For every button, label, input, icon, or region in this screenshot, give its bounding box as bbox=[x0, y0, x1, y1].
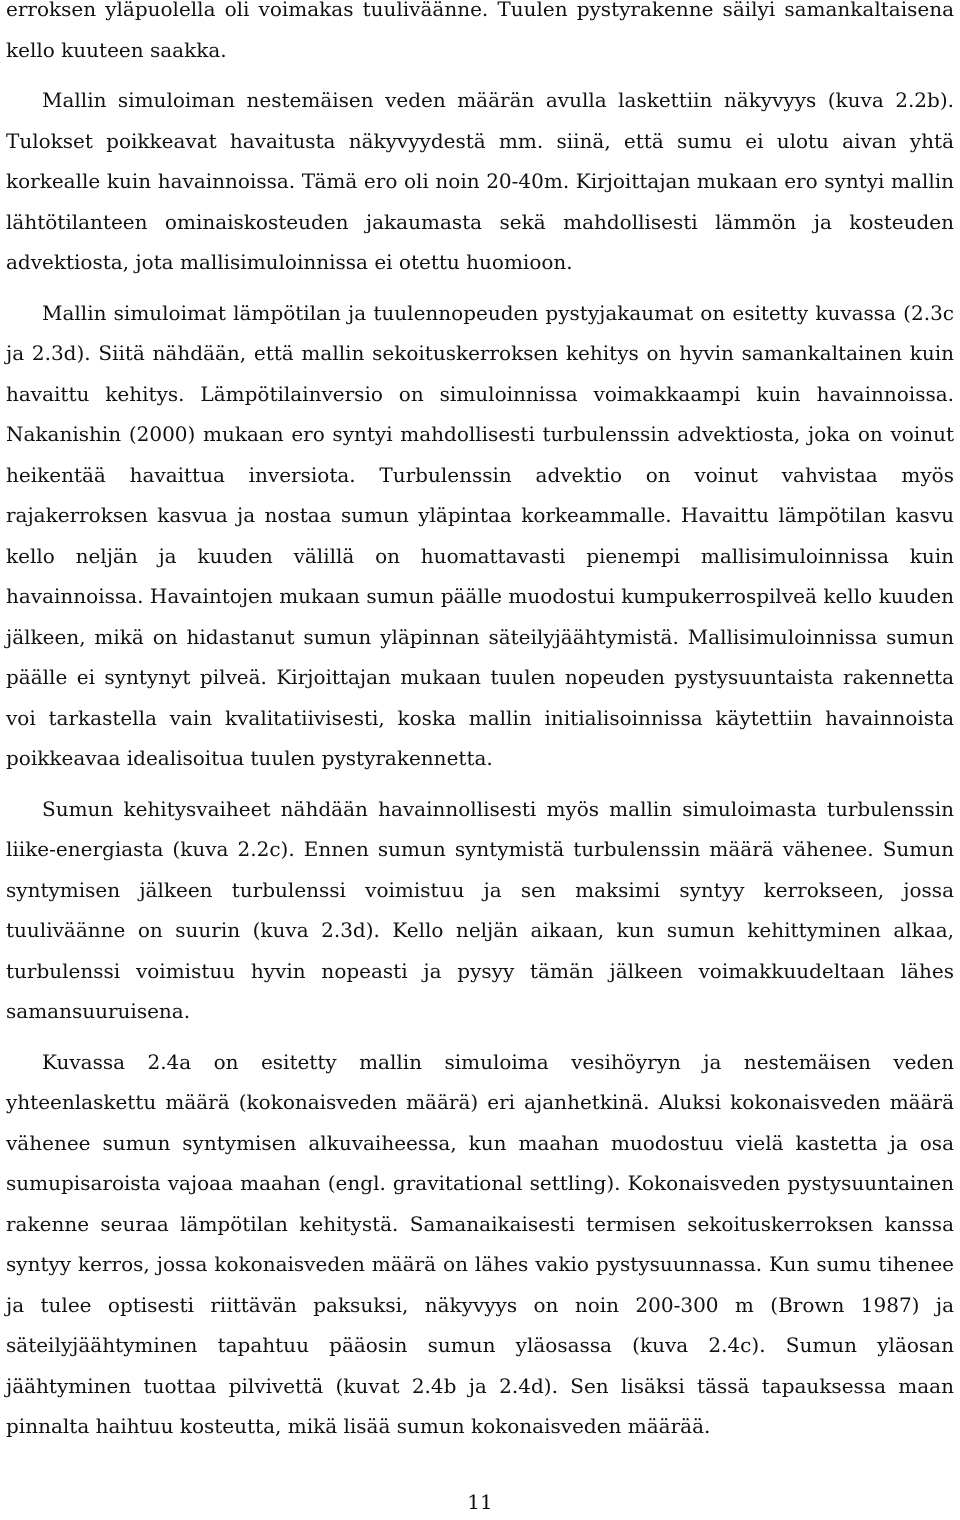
paragraph-temperature-wind: Mallin simuloimat lämpötilan ja tuulennopeuden pystyjakaumat on esitetty kuvassa (2.3c ja 2.3d). Siitä nähdään, että mallin sekoituskerroksen kehitys on hyvin samankaltainen kuin havaittu kehitys. Lämpötilainversio on simuloinnissa voimakkaampi kuin havainnoissa. Nakanishin (2000) mukaan ero syntyi mahdollisesti turbulenssin advektiosta, joka on voinut heikentää havaittua inversiota. Turbulenssin advektio on voinut vahvistaa myös rajakerroksen kasvua ja nostaa sumun yläpintaa korkeammalle. Havaittu lämpötilan kasvu kello neljän ja kuuden välillä on huomattavasti pienempi mallisimuloinnissa kuin havainnoissa. Havaintojen mukaan sumun päälle muodostui kumpukerrospilveä kello kuuden jälkeen, mikä on hidastanut sumun yläpinnan säteilyjäähtymistä. Mallisimuloinnissa sumun päälle ei syntynyt pilveä. Kirjoittajan mukaan tuulen nopeuden pystysuuntaista rakennetta voi tarkastella vain kvalitatiivisesti, koska mallin initialisoinnissa käytettiin havainnoista poikkeavaa idealisoitua tuulen pystyrakennetta. bbox=[6, 300, 954, 770]
paragraph-total-water: Kuvassa 2.4a on esitetty mallin simuloima vesihöyryn ja nestemäisen veden yhteenlaskettu määrä (kokonaisveden määrä) eri ajanhetkinä. Aluksi kokonaisveden määrä vähenee sumun syntymisen alkuvaiheessa, kun maahan muodostuu vielä kastetta ja osa sumupisaroista vajoaa maahan (engl. gravitational settling). Kokonaisveden pystysuuntainen rakenne seuraa lämpötilan kehitystä. Samanaikaisesti termisen sekoituskerroksen kanssa syntyy kerros, jossa kokonaisveden määrä on lähes vakio pystysuunnassa. Kun sumu tihenee ja tulee optisesti riittävän paksuksi, näkyvyys on noin 200-300 m (Brown 1987) ja säteilyjäähtyminen tapahtuu pääosin sumun yläosassa (kuva 2.4c). Sumun yläosan jäähtyminen tuottaa pilvivettä (kuvat 2.4b ja 2.4d). Sen lisäksi tässä tapauksessa maan pinnalta haihtuu kosteutta, mikä lisää sumun kokonaisveden määrää. bbox=[6, 1049, 954, 1438]
paragraph-continuation: erroksen yläpuolella oli voimakas tuuliväänne. Tuulen pystyrakenne säilyi samankaltaisena kello kuuteen saakka. bbox=[6, 0, 954, 62]
body-text bbox=[6, 0, 954, 1447]
page-number: 11 bbox=[467, 1490, 493, 1514]
paragraph-turbulence: Sumun kehitysvaiheet nähdään havainnollisesti myös mallin simuloimasta turbulenssin liike-energiasta (kuva 2.2c). Ennen sumun syntymistä turbulenssin määrä vähenee. Sumun syntymisen jälkeen turbulenssi voimistuu ja sen maksimi syntyy kerrokseen, jossa tuuliväänne on suurin (kuva 2.3d). Kello neljän aikaan, kun sumun kehittyminen alkaa, turbulenssi voimistuu hyvin nopeasti ja pysyy tämän jälkeen voimakkuudeltaan lähes samansuuruisena. bbox=[6, 796, 954, 1023]
paragraph-visibility: Mallin simuloiman nestemäisen veden määrän avulla laskettiin näkyvyys (kuva 2.2b). Tulokset poikkeavat havaitusta näkyvyydestä mm. siinä, että sumu ei ulotu aivan yhtä korkealle kuin havainnoissa. Tämä ero oli noin 20-40m. Kirjoittajan mukaan ero syntyi mallin lähtötilanteen ominaiskosteuden jakaumasta sekä mahdollisesti lämmön ja kosteuden advektiosta, jota mallisimuloinnissa ei otettu huomioon. bbox=[6, 88, 954, 274]
